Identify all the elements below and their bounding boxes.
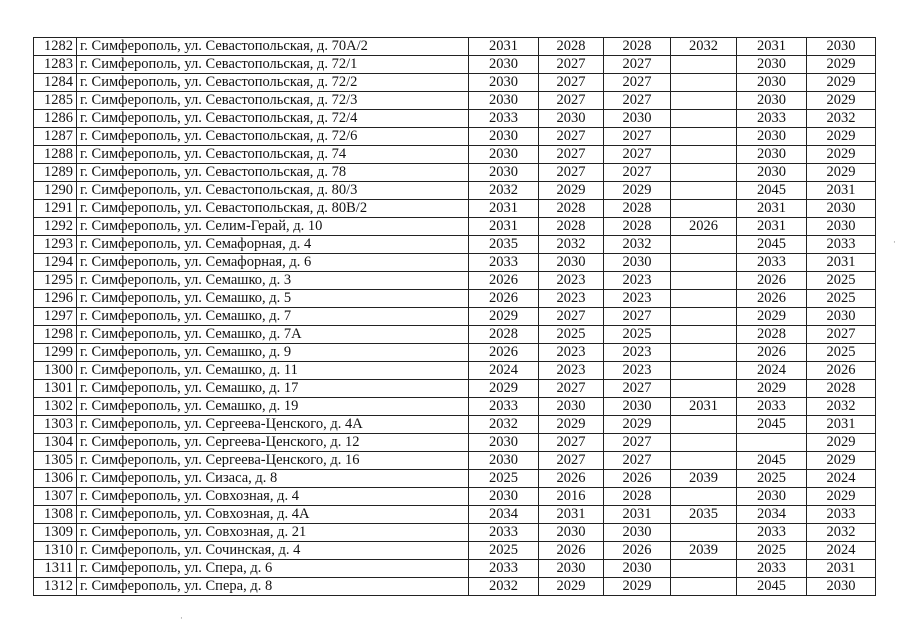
year-cell-5: 2031 [737,38,807,56]
address-cell: г. Симферополь, ул. Семашко, д. 7А [77,326,469,344]
year-cell-1: 2033 [469,254,539,272]
table-row [34,326,876,344]
row-number: 1293 [34,236,77,254]
year-cell-5: 2045 [737,578,807,596]
year-cell-4: 2031 [671,398,737,416]
address-cell: г. Симферополь, ул. Севастопольская, д. 72/3 [77,92,469,110]
table-row [34,362,876,380]
year-cell-4: 2026 [671,218,737,236]
address-cell: г. Симферополь, ул. Севастопольская, д. 70А/2 [77,38,469,56]
year-cell-5 [737,434,807,452]
year-cell-2: 2028 [539,38,604,56]
year-cell-4 [671,74,737,92]
table-row [34,578,876,596]
address-cell: г. Симферополь, ул. Семашко, д. 9 [77,344,469,362]
row-number: 1289 [34,164,77,182]
year-cell-2: 2027 [539,380,604,398]
year-cell-5: 2033 [737,254,807,272]
year-cell-3: 2029 [604,578,671,596]
year-cell-3: 2027 [604,164,671,182]
year-cell-6: 2033 [807,236,876,254]
year-cell-6: 2024 [807,470,876,488]
row-number: 1288 [34,146,77,164]
year-cell-6: 2032 [807,398,876,416]
row-number: 1307 [34,488,77,506]
year-cell-2: 2032 [539,236,604,254]
year-cell-6: 2029 [807,128,876,146]
row-number: 1294 [34,254,77,272]
year-cell-5: 2045 [737,182,807,200]
year-cell-1: 2030 [469,128,539,146]
row-number: 1282 [34,38,77,56]
year-cell-1: 2032 [469,578,539,596]
row-number: 1283 [34,56,77,74]
year-cell-4 [671,164,737,182]
year-cell-4 [671,308,737,326]
table-row [34,272,876,290]
year-cell-2: 2029 [539,578,604,596]
table-row [34,470,876,488]
table-row [34,254,876,272]
year-cell-3: 2027 [604,380,671,398]
year-cell-3: 2030 [604,524,671,542]
scan-speck: · [180,614,183,624]
row-number: 1303 [34,416,77,434]
row-number: 1297 [34,308,77,326]
year-cell-2: 2023 [539,290,604,308]
year-cell-6: 2032 [807,110,876,128]
address-cell: г. Симферополь, ул. Сергеева-Ценского, д. 4А [77,416,469,434]
year-cell-5: 2024 [737,362,807,380]
year-cell-1: 2034 [469,506,539,524]
year-cell-3: 2027 [604,128,671,146]
year-cell-4 [671,272,737,290]
year-cell-3: 2023 [604,272,671,290]
year-cell-6: 2029 [807,56,876,74]
year-cell-5: 2031 [737,218,807,236]
table-row [34,506,876,524]
table-row [34,524,876,542]
year-cell-1: 2031 [469,218,539,236]
year-cell-3: 2026 [604,542,671,560]
year-cell-6: 2028 [807,380,876,398]
year-cell-3: 2027 [604,146,671,164]
year-cell-2: 2028 [539,200,604,218]
year-cell-3: 2030 [604,398,671,416]
year-cell-1: 2029 [469,308,539,326]
year-cell-5: 2030 [737,164,807,182]
year-cell-1: 2033 [469,560,539,578]
row-number: 1295 [34,272,77,290]
year-cell-1: 2025 [469,470,539,488]
year-cell-6: 2029 [807,92,876,110]
year-cell-5: 2025 [737,542,807,560]
year-cell-3: 2023 [604,344,671,362]
year-cell-6: 2030 [807,578,876,596]
year-cell-5: 2045 [737,236,807,254]
year-cell-4: 2039 [671,542,737,560]
year-cell-1: 2033 [469,524,539,542]
table-body [34,38,876,596]
year-cell-2: 2027 [539,92,604,110]
year-cell-4 [671,254,737,272]
year-cell-3: 2026 [604,470,671,488]
year-cell-1: 2035 [469,236,539,254]
year-cell-4: 2039 [671,470,737,488]
row-number: 1308 [34,506,77,524]
year-cell-6: 2031 [807,560,876,578]
address-cell: г. Симферополь, ул. Семашко, д. 5 [77,290,469,308]
table-row [34,236,876,254]
year-cell-4 [671,578,737,596]
year-cell-6: 2029 [807,488,876,506]
row-number: 1309 [34,524,77,542]
year-cell-2: 2030 [539,560,604,578]
year-cell-5: 2030 [737,74,807,92]
year-cell-6: 2029 [807,164,876,182]
table-row [34,200,876,218]
row-number: 1302 [34,398,77,416]
year-cell-3: 2029 [604,182,671,200]
year-cell-3: 2028 [604,488,671,506]
year-cell-5: 2029 [737,380,807,398]
address-cell: г. Симферополь, ул. Семашко, д. 3 [77,272,469,290]
year-cell-1: 2029 [469,380,539,398]
year-cell-6: 2025 [807,344,876,362]
year-cell-3: 2028 [604,200,671,218]
year-cell-2: 2023 [539,362,604,380]
year-cell-2: 2028 [539,218,604,236]
row-number: 1299 [34,344,77,362]
table-row [34,146,876,164]
row-number: 1305 [34,452,77,470]
year-cell-5: 2031 [737,200,807,218]
year-cell-6: 2029 [807,452,876,470]
year-cell-5: 2030 [737,488,807,506]
year-cell-4 [671,362,737,380]
year-cell-3: 2027 [604,92,671,110]
year-cell-2: 2026 [539,470,604,488]
table-row [34,398,876,416]
housing-repair-schedule-table [33,37,876,596]
year-cell-4 [671,290,737,308]
year-cell-2: 2023 [539,272,604,290]
row-number: 1296 [34,290,77,308]
year-cell-2: 2027 [539,74,604,92]
year-cell-5: 2030 [737,146,807,164]
address-cell: г. Симферополь, ул. Семафорная, д. 6 [77,254,469,272]
year-cell-4: 2032 [671,38,737,56]
year-cell-1: 2028 [469,326,539,344]
year-cell-4 [671,128,737,146]
year-cell-4 [671,92,737,110]
year-cell-6: 2029 [807,74,876,92]
year-cell-2: 2027 [539,146,604,164]
year-cell-2: 2025 [539,326,604,344]
year-cell-2: 2027 [539,164,604,182]
address-cell: г. Симферополь, ул. Севастопольская, д. 74 [77,146,469,164]
year-cell-3: 2027 [604,452,671,470]
year-cell-1: 2030 [469,452,539,470]
year-cell-4 [671,182,737,200]
year-cell-1: 2026 [469,290,539,308]
year-cell-4 [671,326,737,344]
year-cell-4 [671,434,737,452]
year-cell-6: 2029 [807,434,876,452]
table-row [34,110,876,128]
year-cell-6: 2031 [807,182,876,200]
year-cell-5: 2034 [737,506,807,524]
year-cell-5: 2026 [737,344,807,362]
year-cell-1: 2030 [469,74,539,92]
address-cell: г. Симферополь, ул. Селим-Герай, д. 10 [77,218,469,236]
address-cell: г. Симферополь, ул. Семашко, д. 17 [77,380,469,398]
table-row [34,164,876,182]
year-cell-4: 2035 [671,506,737,524]
year-cell-1: 2031 [469,38,539,56]
table-row [34,92,876,110]
year-cell-2: 2030 [539,110,604,128]
year-cell-5: 2045 [737,452,807,470]
address-cell: г. Симферополь, ул. Севастопольская, д. 80/3 [77,182,469,200]
year-cell-3: 2023 [604,290,671,308]
address-cell: г. Симферополь, ул. Семафорная, д. 4 [77,236,469,254]
year-cell-4 [671,236,737,254]
year-cell-1: 2030 [469,92,539,110]
year-cell-6: 2029 [807,146,876,164]
year-cell-1: 2025 [469,542,539,560]
year-cell-6: 2030 [807,200,876,218]
year-cell-4 [671,380,737,398]
row-number: 1284 [34,74,77,92]
year-cell-3: 2027 [604,56,671,74]
year-cell-3: 2027 [604,308,671,326]
year-cell-6: 2032 [807,524,876,542]
year-cell-3: 2029 [604,416,671,434]
year-cell-1: 2030 [469,434,539,452]
year-cell-4 [671,560,737,578]
table-row [34,38,876,56]
row-number: 1298 [34,326,77,344]
year-cell-3: 2030 [604,110,671,128]
year-cell-2: 2023 [539,344,604,362]
scan-speck: · [893,238,896,248]
table-row [34,56,876,74]
address-cell: г. Симферополь, ул. Спера, д. 6 [77,560,469,578]
row-number: 1292 [34,218,77,236]
row-number: 1312 [34,578,77,596]
year-cell-3: 2030 [604,560,671,578]
year-cell-5: 2033 [737,398,807,416]
year-cell-6: 2030 [807,218,876,236]
year-cell-4 [671,416,737,434]
year-cell-2: 2027 [539,56,604,74]
address-cell: г. Симферополь, ул. Севастопольская, д. 80В/2 [77,200,469,218]
year-cell-6: 2031 [807,416,876,434]
year-cell-3: 2032 [604,236,671,254]
year-cell-1: 2026 [469,344,539,362]
year-cell-5: 2030 [737,92,807,110]
year-cell-2: 2027 [539,128,604,146]
year-cell-6: 2025 [807,290,876,308]
year-cell-1: 2030 [469,488,539,506]
row-number: 1310 [34,542,77,560]
year-cell-6: 2033 [807,506,876,524]
year-cell-1: 2024 [469,362,539,380]
year-cell-1: 2033 [469,398,539,416]
year-cell-6: 2027 [807,326,876,344]
table-row [34,290,876,308]
year-cell-6: 2030 [807,38,876,56]
year-cell-2: 2026 [539,542,604,560]
year-cell-5: 2026 [737,290,807,308]
year-cell-4 [671,200,737,218]
table-row [34,128,876,146]
table-row [34,218,876,236]
year-cell-3: 2023 [604,362,671,380]
address-cell: г. Симферополь, ул. Севастопольская, д. 72/1 [77,56,469,74]
year-cell-2: 2027 [539,434,604,452]
year-cell-5: 2028 [737,326,807,344]
row-number: 1300 [34,362,77,380]
year-cell-1: 2032 [469,182,539,200]
table-row [34,452,876,470]
year-cell-2: 2029 [539,416,604,434]
year-cell-1: 2033 [469,110,539,128]
row-number: 1286 [34,110,77,128]
year-cell-6: 2030 [807,308,876,326]
table-row [34,182,876,200]
year-cell-1: 2031 [469,200,539,218]
year-cell-5: 2045 [737,416,807,434]
year-cell-1: 2026 [469,272,539,290]
year-cell-6: 2031 [807,254,876,272]
row-number: 1304 [34,434,77,452]
table-row [34,434,876,452]
row-number: 1287 [34,128,77,146]
table-row [34,542,876,560]
address-cell: г. Симферополь, ул. Совхозная, д. 4А [77,506,469,524]
address-cell: г. Симферополь, ул. Совхозная, д. 21 [77,524,469,542]
year-cell-4 [671,452,737,470]
address-cell: г. Симферополь, ул. Севастопольская, д. 72/6 [77,128,469,146]
year-cell-4 [671,146,737,164]
year-cell-2: 2029 [539,182,604,200]
year-cell-3: 2027 [604,434,671,452]
year-cell-2: 2030 [539,398,604,416]
year-cell-2: 2016 [539,488,604,506]
table-row [34,74,876,92]
address-cell: г. Симферополь, ул. Спера, д. 8 [77,578,469,596]
address-cell: г. Симферополь, ул. Севастопольская, д. 72/2 [77,74,469,92]
row-number: 1311 [34,560,77,578]
address-cell: г. Симферополь, ул. Семашко, д. 19 [77,398,469,416]
year-cell-4 [671,56,737,74]
year-cell-3: 2028 [604,218,671,236]
year-cell-2: 2030 [539,524,604,542]
year-cell-4 [671,344,737,362]
year-cell-6: 2024 [807,542,876,560]
address-cell: г. Симферополь, ул. Семашко, д. 7 [77,308,469,326]
address-cell: г. Симферополь, ул. Сергеева-Ценского, д. 16 [77,452,469,470]
year-cell-1: 2032 [469,416,539,434]
year-cell-5: 2029 [737,308,807,326]
year-cell-2: 2027 [539,452,604,470]
address-cell: г. Симферополь, ул. Сочинская, д. 4 [77,542,469,560]
year-cell-3: 2030 [604,254,671,272]
year-cell-5: 2030 [737,128,807,146]
row-number: 1306 [34,470,77,488]
address-cell: г. Симферополь, ул. Совхозная, д. 4 [77,488,469,506]
table-row [34,416,876,434]
year-cell-5: 2033 [737,560,807,578]
address-cell: г. Симферополь, ул. Сергеева-Ценского, д. 12 [77,434,469,452]
year-cell-1: 2030 [469,56,539,74]
row-number: 1290 [34,182,77,200]
year-cell-4 [671,524,737,542]
year-cell-1: 2030 [469,146,539,164]
table-row [34,308,876,326]
address-cell: г. Симферополь, ул. Севастопольская, д. 78 [77,164,469,182]
year-cell-3: 2031 [604,506,671,524]
table-row [34,560,876,578]
year-cell-4 [671,110,737,128]
row-number: 1285 [34,92,77,110]
address-cell: г. Симферополь, ул. Сизаса, д. 8 [77,470,469,488]
year-cell-5: 2026 [737,272,807,290]
year-cell-2: 2027 [539,308,604,326]
year-cell-3: 2028 [604,38,671,56]
table-row [34,380,876,398]
year-cell-2: 2030 [539,254,604,272]
year-cell-5: 2025 [737,470,807,488]
table-row [34,344,876,362]
year-cell-2: 2031 [539,506,604,524]
row-number: 1301 [34,380,77,398]
address-cell: г. Симферополь, ул. Севастопольская, д. 72/4 [77,110,469,128]
address-cell: г. Симферополь, ул. Семашко, д. 11 [77,362,469,380]
year-cell-6: 2025 [807,272,876,290]
table-row [34,488,876,506]
year-cell-3: 2025 [604,326,671,344]
year-cell-6: 2026 [807,362,876,380]
year-cell-4 [671,488,737,506]
year-cell-3: 2027 [604,74,671,92]
year-cell-5: 2033 [737,524,807,542]
year-cell-1: 2030 [469,164,539,182]
year-cell-5: 2033 [737,110,807,128]
year-cell-5: 2030 [737,56,807,74]
row-number: 1291 [34,200,77,218]
